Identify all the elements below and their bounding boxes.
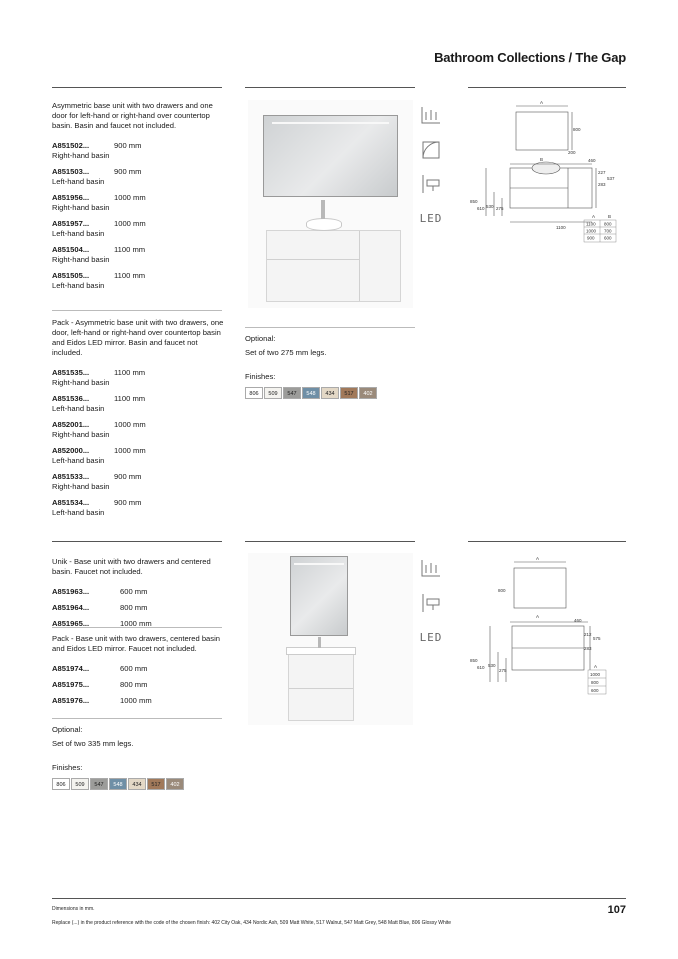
svg-text:A: A — [536, 556, 540, 561]
feature-icons — [418, 103, 444, 239]
product-size: 900 mm — [114, 167, 142, 176]
wall-mount-icon — [418, 171, 444, 197]
finish-swatch-547: 547 — [283, 387, 301, 399]
svg-text:283: 283 — [598, 182, 606, 187]
svg-text:600: 600 — [591, 688, 599, 693]
base-cabinet — [288, 653, 354, 721]
optional-text: Set of two 275 mm legs. — [245, 348, 327, 357]
basin — [286, 647, 356, 655]
product-reference — [52, 271, 222, 291]
basin-side: Right-hand basin — [52, 482, 110, 491]
basin-side: Left-hand basin — [52, 404, 105, 413]
product-size: 800 mm — [120, 603, 148, 612]
svg-text:537: 537 — [607, 176, 615, 181]
svg-text:800: 800 — [573, 127, 581, 132]
product-reference — [52, 472, 224, 492]
product-description: Asymmetric base unit with two drawers and one door for left-hand or right-hand over countertop basin. Basin and faucet not included. — [52, 101, 213, 130]
finishes-label: Finishes: — [52, 763, 83, 772]
product-code: A851502... — [52, 141, 90, 150]
basin-side: Left-hand basin — [52, 281, 105, 290]
product-size: 1000 mm — [114, 420, 146, 429]
optional-label: Optional: — [245, 334, 276, 343]
basin-side: Left-hand basin — [52, 177, 105, 186]
basin — [306, 218, 342, 231]
product-size: 900 mm — [114, 498, 142, 507]
product-code: A852001... — [52, 420, 90, 429]
svg-text:1000: 1000 — [590, 672, 601, 677]
basin-side: Right-hand basin — [52, 203, 110, 212]
product-reference — [52, 498, 224, 518]
soft-close-drawer-icon — [418, 556, 444, 582]
led-icon: LED — [419, 211, 443, 225]
product-reference — [52, 446, 224, 466]
product-code: A851957... — [52, 219, 90, 228]
dimensions-note: Dimensions in mm. — [52, 906, 95, 912]
product-reference — [52, 167, 222, 187]
page-title: Bathroom Collections / The Gap — [434, 50, 626, 65]
section1-options — [245, 334, 415, 399]
product-reference — [52, 219, 222, 239]
section1-pack — [52, 318, 224, 524]
product-size: 1000 mm — [114, 446, 146, 455]
product-reference — [52, 141, 222, 161]
finish-swatch-509: 509 — [71, 778, 89, 790]
basin-side: Right-hand basin — [52, 151, 110, 160]
finish-swatch-547: 547 — [90, 778, 108, 790]
divider — [52, 87, 222, 88]
svg-text:600: 600 — [604, 235, 612, 241]
product-code: A852000... — [52, 446, 90, 455]
product-code: A851964... — [52, 603, 90, 612]
svg-text:575: 575 — [593, 636, 601, 641]
finish-swatch-509: 509 — [264, 387, 282, 399]
technical-drawing-unik — [468, 552, 628, 702]
product-code: A851976... — [52, 696, 90, 705]
finish-swatch-402: 402 — [166, 778, 184, 790]
product-size: 1000 mm — [114, 193, 146, 202]
svg-text:1100: 1100 — [586, 221, 596, 227]
product-code: A851956... — [52, 193, 90, 202]
product-description: Pack - Asymmetric base unit with two drawers, one door, left-hand or right-hand over countertop basin and Eidos LED mirror. Basin and faucet not included. — [52, 318, 224, 357]
product-reference — [52, 619, 222, 629]
product-reference — [52, 680, 222, 690]
section2-base-unit — [52, 557, 222, 635]
page-number: 107 — [607, 904, 626, 916]
basin-side: Left-hand basin — [52, 456, 105, 465]
finish-swatch-402: 402 — [359, 387, 377, 399]
technical-drawing-asymmetric — [468, 98, 628, 268]
basin-side: Right-hand basin — [52, 255, 110, 264]
product-size: 800 mm — [120, 680, 148, 689]
finish-swatch-517: 517 — [147, 778, 165, 790]
svg-text:530: 530 — [488, 663, 496, 668]
basin-side: Left-hand basin — [52, 229, 105, 238]
soft-close-drawer-icon — [418, 103, 444, 129]
product-description: Unik - Base unit with two drawers and centered basin. Faucet not included. — [52, 557, 211, 576]
svg-text:610: 610 — [477, 206, 485, 211]
product-code: A851974... — [52, 664, 90, 673]
divider — [245, 87, 415, 88]
led-icon: LED — [419, 630, 443, 644]
svg-text:227: 227 — [598, 170, 606, 175]
basin-side: Right-hand basin — [52, 378, 110, 387]
finish-swatch-434: 434 — [321, 387, 339, 399]
finish-swatch-806: 806 — [245, 387, 263, 399]
product-code: A851536... — [52, 394, 90, 403]
product-photo-unik-unit — [248, 553, 413, 725]
svg-text:850: 850 — [470, 199, 478, 204]
svg-text:460: 460 — [574, 618, 582, 623]
product-code: A851963... — [52, 587, 90, 596]
optional-text: Set of two 335 mm legs. — [52, 739, 134, 748]
svg-text:800: 800 — [498, 588, 506, 593]
finish-code-note: Replace (...) in the product reference with the code of the chosen finish: 402 City Oak, 434 Nordic Ash, 509 Matt White, 517 Walnut, 547 Matt Grey, 548 Matt Blue, 806 Glossy White — [52, 920, 452, 926]
product-size: 1000 mm — [120, 696, 152, 705]
product-size: 600 mm — [120, 664, 148, 673]
svg-text:530: 530 — [486, 204, 494, 209]
divider — [52, 541, 222, 542]
product-reference — [52, 394, 224, 414]
faucet — [321, 200, 325, 219]
divider — [468, 87, 626, 88]
svg-text:275: 275 — [499, 668, 507, 673]
product-size: 900 mm — [114, 141, 142, 150]
product-description: Pack - Base unit with two drawers, centered basin and Eidos LED mirror. Faucet not included. — [52, 634, 220, 653]
svg-text:1000: 1000 — [586, 228, 597, 234]
basin-side: Right-hand basin — [52, 430, 110, 439]
product-reference — [52, 193, 222, 213]
finish-swatches — [52, 778, 222, 790]
svg-text:900: 900 — [587, 235, 595, 241]
product-code: A851505... — [52, 271, 90, 280]
footer-divider — [52, 898, 626, 899]
finish-swatch-548: 548 — [302, 387, 320, 399]
product-size: 1000 mm — [120, 619, 152, 628]
product-size: 1100 mm — [114, 394, 146, 403]
product-code: A851965... — [52, 619, 90, 628]
svg-text:610: 610 — [477, 665, 485, 670]
svg-text:800: 800 — [591, 680, 599, 685]
svg-text:B: B — [608, 214, 612, 219]
svg-text:460: 460 — [588, 158, 596, 163]
product-reference — [52, 245, 222, 265]
divider — [468, 541, 626, 542]
door-opening-icon — [418, 137, 444, 163]
feature-icons — [418, 556, 444, 658]
product-size: 1100 mm — [114, 245, 146, 254]
svg-text:700: 700 — [604, 228, 612, 234]
svg-text:A: A — [594, 664, 598, 669]
product-code: A851503... — [52, 167, 90, 176]
wall-mount-icon — [418, 590, 444, 616]
faucet — [318, 637, 321, 648]
product-size: 600 mm — [120, 587, 148, 596]
svg-text:A: A — [592, 214, 596, 219]
svg-text:B: B — [540, 157, 544, 162]
svg-text:800: 800 — [604, 221, 612, 227]
section1-base-unit — [52, 101, 222, 297]
base-cabinet — [266, 230, 401, 302]
finishes-label: Finishes: — [245, 372, 276, 381]
product-size: 900 mm — [114, 472, 142, 481]
finish-swatches — [245, 387, 415, 399]
section2-options — [52, 725, 222, 790]
divider — [245, 541, 415, 542]
svg-text:212: 212 — [584, 632, 592, 637]
product-size: 1100 mm — [114, 271, 146, 280]
svg-text:275: 275 — [496, 206, 504, 211]
product-reference — [52, 603, 222, 613]
product-photo-asymmetric-unit — [248, 100, 413, 308]
product-reference — [52, 696, 222, 706]
product-code: A851504... — [52, 245, 90, 254]
finish-swatch-434: 434 — [128, 778, 146, 790]
led-mirror — [263, 115, 398, 197]
product-reference — [52, 587, 222, 597]
product-code: A851533... — [52, 472, 90, 481]
divider — [245, 327, 415, 328]
svg-text:850: 850 — [470, 658, 478, 663]
svg-text:200: 200 — [568, 150, 576, 155]
section2-pack — [52, 634, 222, 712]
finish-swatch-548: 548 — [109, 778, 127, 790]
product-reference — [52, 420, 224, 440]
product-code: A851535... — [52, 368, 90, 377]
product-reference — [52, 664, 222, 674]
product-code: A851975... — [52, 680, 90, 689]
product-size: 1100 mm — [114, 368, 146, 377]
basin-side: Left-hand basin — [52, 508, 105, 517]
product-code: A851534... — [52, 498, 90, 507]
svg-text:A: A — [536, 614, 540, 619]
svg-text:1100: 1100 — [556, 225, 566, 230]
product-size: 1000 mm — [114, 219, 146, 228]
finish-swatch-806: 806 — [52, 778, 70, 790]
led-mirror — [290, 556, 348, 636]
product-reference — [52, 368, 224, 388]
svg-text:283: 283 — [584, 646, 592, 651]
dim-label-a: A — [540, 100, 544, 105]
divider — [52, 718, 222, 719]
finish-swatch-517: 517 — [340, 387, 358, 399]
optional-label: Optional: — [52, 725, 83, 734]
divider — [52, 310, 222, 311]
